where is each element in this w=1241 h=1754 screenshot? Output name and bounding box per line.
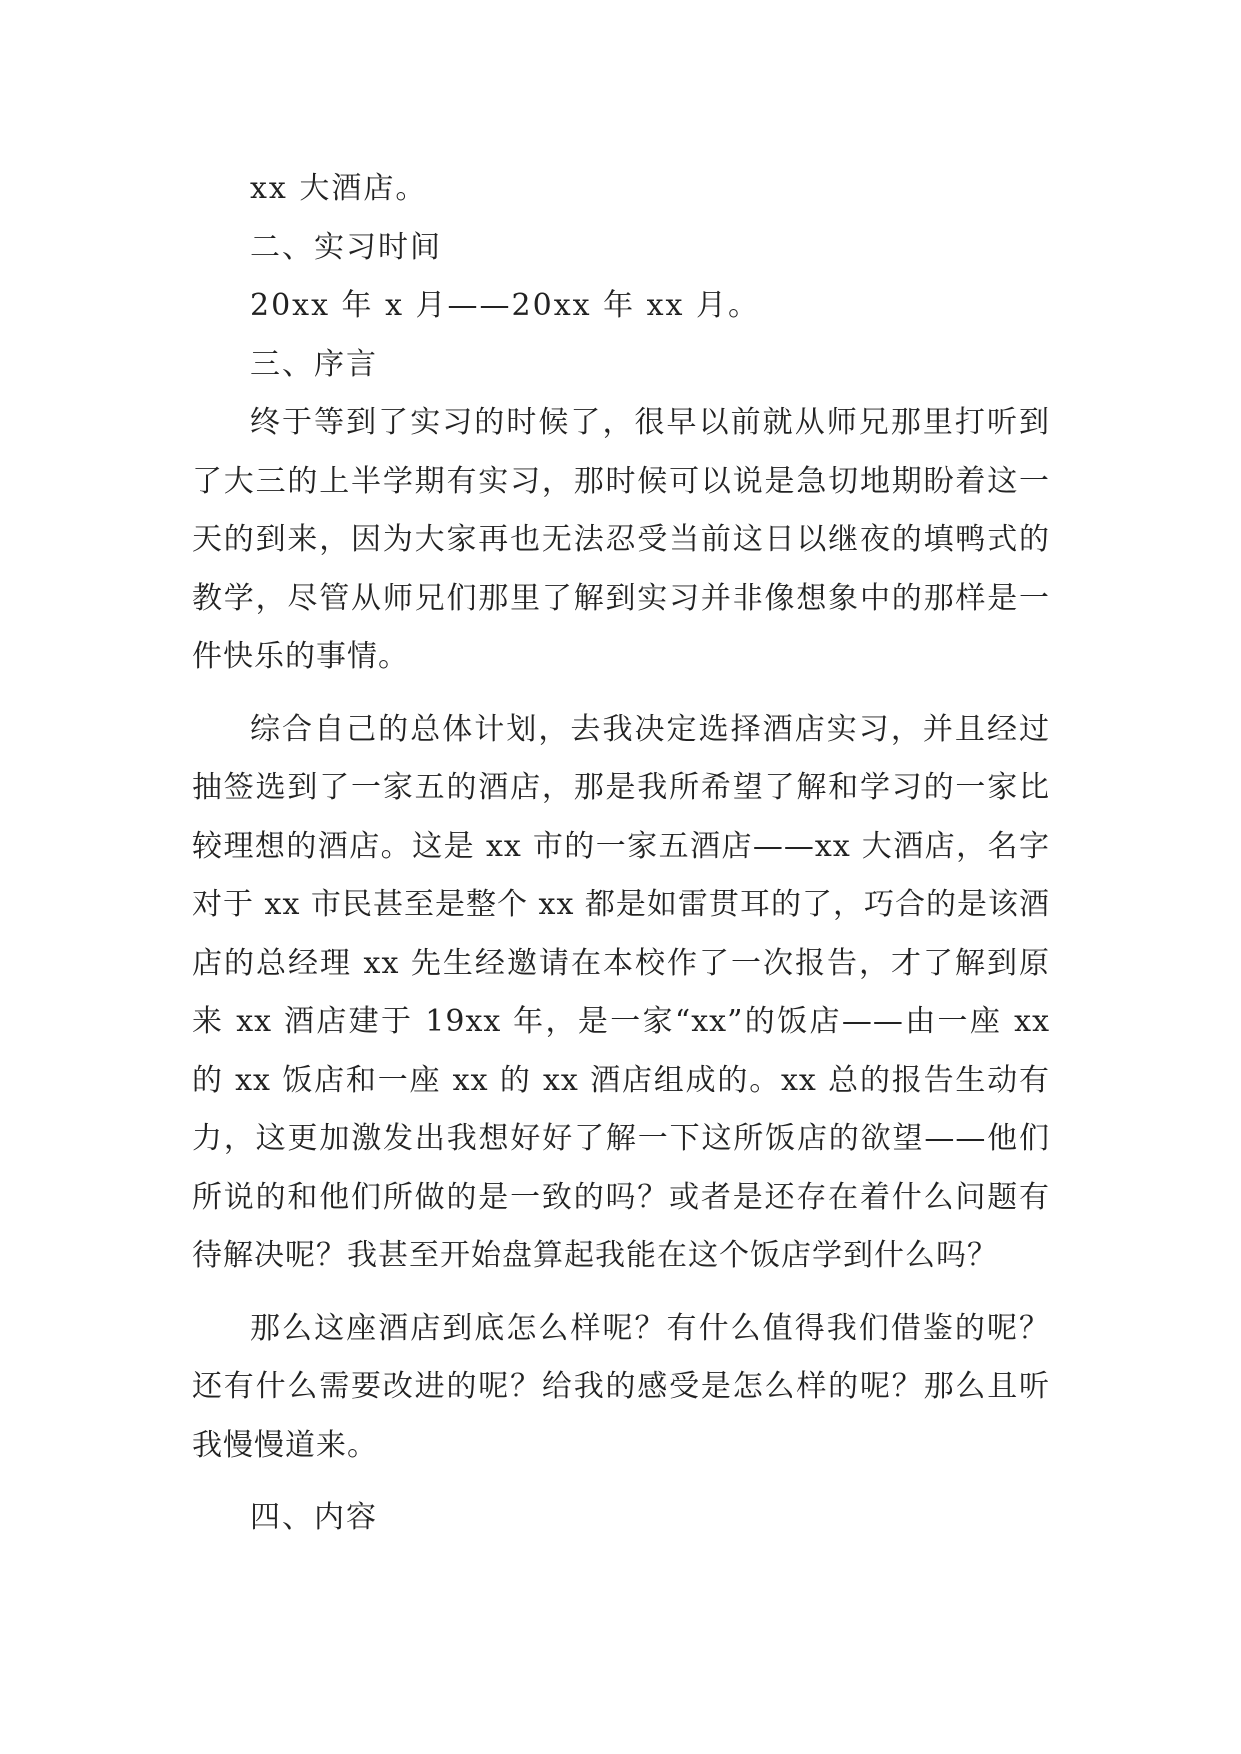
preface-paragraph-3: 那么这座酒店到底怎么样呢？有什么值得我们借鉴的呢？还有什么需要改进的呢？给我的感受是怎么样的呢？那么且听我慢慢道来。 [192, 1310, 1050, 1463]
section-heading-internship-time: 二、实习时间 [250, 229, 442, 265]
section-heading-preface: 三、序言 [250, 346, 378, 382]
preface-paragraph-1: 终于等到了实习的时候了，很早以前就从师兄那里打听到了大三的上半学期有实习，那时候可以说是急切地期盼着这一天的到来，因为大家再也无法忍受当前这日以继夜的填鸭式的教学，尽管从师兄们那里了解到实习并非像想象中的那样是一件快乐的事情。 [192, 405, 1050, 674]
hotel-name-line: xx 大酒店。 [250, 171, 428, 206]
preface-paragraph-2: 综合自己的总体计划，去我决定选择酒店实习，并且经过抽签选到了一家五的酒店，那是我所希望了解和学习的一家比较理想的酒店。这是 xx 市的一家五酒店——xx 大酒店，名字对于 xx 市民甚至是整个 xx 都是如雷贯耳的了，巧合的是该酒店的总经理 xx 先生经邀请在本校作了一次报告，才了解到原来 xx 酒店建于 19xx 年，是一家“xx”的饭店——由一座 xx 的 xx 饭店和一座 xx 的 xx 酒店组成的。xx 总的报告生动有力，这更加激发出我想好好了解一下这所饭店的欲望——他们所说的和他们所做的是一致的吗？或者是还存在着什么问题有待解决呢？我甚至开始盘算起我能在这个饭店学到什么吗？ [192, 711, 1050, 1273]
section-heading-content: 四、内容 [250, 1500, 378, 1535]
internship-period-line: 20xx 年 x 月——20xx 年 xx 月。 [250, 288, 760, 323]
document-body [192, 160, 1050, 1548]
